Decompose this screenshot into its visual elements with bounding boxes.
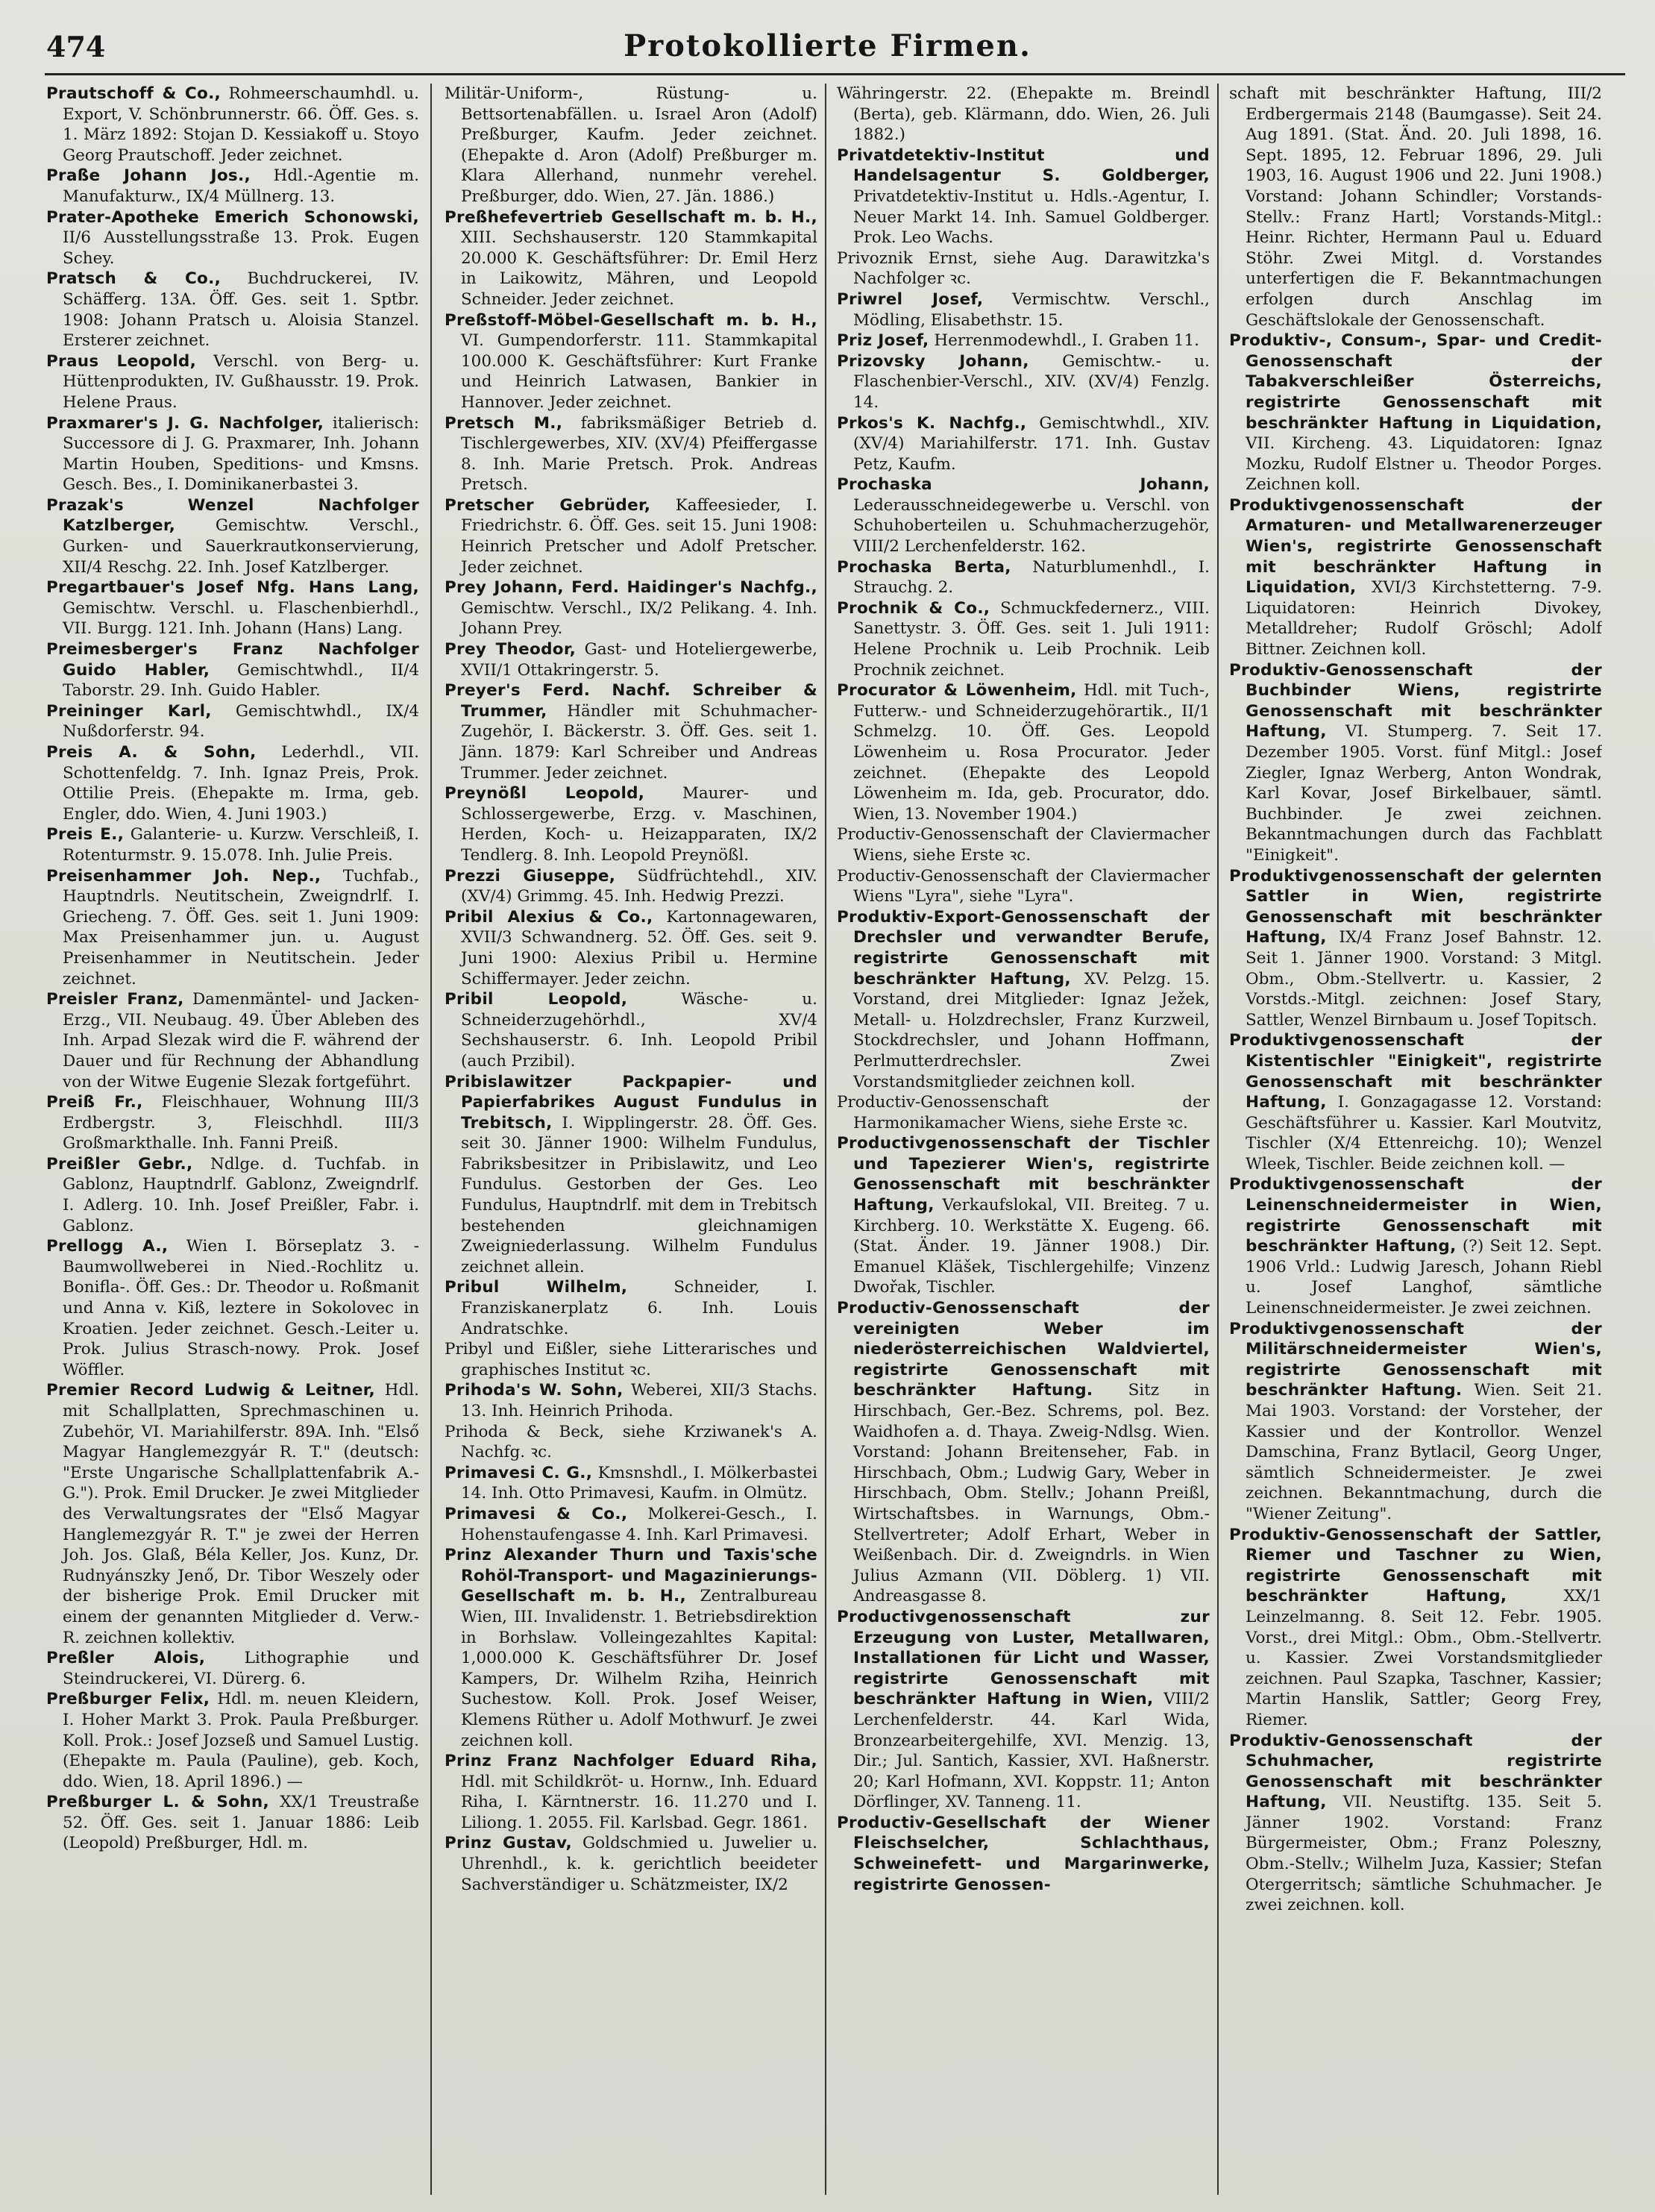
firm-details: Goldschmied u. Juwelier u. Uhrenhdl., k. k. gerichtlich beeideter Sachverständiger u. Schätzmeister, IX/2 (461, 1834, 817, 1894)
directory-entry (445, 1463, 817, 1504)
directory-entry (837, 248, 1210, 289)
directory-entry (837, 289, 1210, 330)
directory-entry (837, 1298, 1210, 1607)
directory-entry (837, 1133, 1210, 1298)
directory-entry (445, 310, 817, 413)
directory-entry (445, 1422, 817, 1463)
firm-name: Prautschoff & Co., (46, 84, 222, 103)
firm-name: Pribislawitzer Packpapier- und Papierfabrikes August Fundulus in Trebitsch, (445, 1072, 817, 1132)
firm-name: Preis A. & Sohn, (46, 743, 257, 762)
firm-details: Ndlge. d. Tuchfab. in Gablonz, Hauptndrlf. Gablonz, Zweigndrlf. I. Adlerg. 10. Inh. Josef Preißler, Fabr. i. Gablonz. (63, 1154, 419, 1235)
directory-entry (1229, 1174, 1602, 1318)
firm-name: Produktiv-Genossenschaft der Sattler, Riemer und Taschner zu Wien, registrirte Genossenschaft mit beschränkter Haftung, (1229, 1525, 1602, 1606)
header-rule (45, 73, 1625, 75)
firm-name: Privatdetektiv-Institut und Handelsagentur S. Goldberger, (837, 145, 1210, 186)
directory-entry (445, 866, 817, 907)
firm-details: Hdl. mit Tuch-, Futterw.- und Schneiderzugehörartik., II/1 Schmelzg. 10. Öff. Ges. Leopold Löwenheim u. Rosa Procurator. Jeder zeichnet. (Ehepakte des Leopold Löwenheim m. Ida, geb. Procurator, ddo. Wien, 13. November 1904.) (853, 681, 1210, 824)
firm-name: Productivgenossenschaft der Tischler und Tapezierer Wien's, registrirte Genossenschaft mit beschränkter Haftung, (837, 1134, 1210, 1215)
directory-entry (445, 1339, 817, 1380)
directory-entry (445, 1380, 817, 1421)
firm-details: XX/1 Leinzelmanng. 8. Seit 12. Febr. 1905. Vorst., drei Mitgl.: Obm., Obm.-Stellvertr. u. Kassier. Zwei Vorstandsmitglieder zeichnen. Paul Szapka, Taschner, Kassier; Martin Hanslik, Sattler; Georg Frey, Riemer. (1246, 1587, 1602, 1729)
firm-name: Preßhefevertrieb Gesellschaft m. b. H., (445, 207, 817, 227)
firm-details: Gemischtwhdl., XIV. (XV/4) Mariahilferstr. 171. Inh. Gustav Petz, Kaufm. (853, 413, 1210, 474)
directory-entry (46, 1236, 419, 1380)
directory-entry (46, 989, 419, 1092)
firm-name: Primavesi & Co., (445, 1504, 628, 1523)
firm-details: Gemischtw.- u. Flaschenbier-Verschl., XIV. (XV/4) Fenzlg. 14. (853, 351, 1210, 412)
firm-details: Schneider, I. Franziskanerplatz 6. Inh. Louis Andratschke. (461, 1278, 817, 1338)
firm-name: Produktiv-Export-Genossenschaft der Drechsler und verwandter Berufe, registrirte Genossenschaft mit beschränkter Haftung, (837, 907, 1210, 988)
firm-name: Prizovsky Johann, (837, 351, 1029, 371)
firm-details: Südfrüchtehdl., XIV. (XV/4) Grimmg. 45. Inh. Hedwig Prezzi. (461, 866, 817, 906)
firm-name: Preßburger L. & Sohn, (46, 1793, 269, 1812)
directory-entry (46, 1792, 419, 1854)
column-divider (430, 84, 432, 2195)
directory-entry (46, 1648, 419, 1689)
firm-name: Praxmarer's J. G. Nachfolger, (46, 413, 324, 433)
firm-details: Verschl. von Berg- u. Hüttenprodukten, IV. Gußhausstr. 19. Prok. Helene Praus. (63, 351, 419, 412)
directory-entry (46, 413, 419, 495)
firm-details: II/6 Ausstellungsstraße 13. Prok. Eugen Schey. (63, 228, 419, 268)
firm-details: IX/4 Franz Josef Bahnstr. 12. Seit 1. Jänner 1900. Vorstand: 3 Mitgl. Obm., Obm.-Stellvertr. u. Kassier, 2 Vorstds.-Mitgl. zeichnen: Josef Stary, Sattler, Wenzel Birnbaum u. Josef Topitsch. (1246, 928, 1602, 1030)
firm-name: Prihoda's W. Sohn, (445, 1381, 624, 1400)
firm-details: XV. Pelzg. 15. Vorstand, drei Mitglieder: Ignaz Ježek, Metall- u. Holzdrechsler, Franz Kurzweil, Stockdrechsler, und Johann Hoffmann, Perlmutterdrechsler. Zwei Vorstandsmitglieder zeichnen koll. (853, 969, 1210, 1091)
directory-entry (46, 1380, 419, 1648)
page-title: Protokollierte Firmen. (624, 28, 1031, 63)
directory-entry (1229, 1731, 1602, 1916)
directory-entry (1229, 1319, 1602, 1525)
directory-entry (837, 598, 1210, 680)
firm-details: Kmsnshdl., I. Mölkerbastei 14. Inh. Otto Primavesi, Kaufm. in Olmütz. (461, 1463, 817, 1503)
firm-details: Zentralbureau Wien, III. Invalidenstr. 1. Betriebsdirektion in Borhslaw. Volleingezahltes Kapital: 1,000.000 K. Geschäftsführer Dr. Josef Kampers, Dr. Wilhelm Rziha, Heinrich Suchestow. Koll. Prok. Josef Weiser, Klemens Rüther u. Adolf Mothwurf. Je zwei zeichnen koll. (461, 1587, 817, 1750)
firm-details: VIII/2 Lerchenfelderstr. 44. Karl Wida, Bronzearbeitergehilfe, XVI. Menzig. 13, Dir.; Jul. Santich, Kassier, XVI. Haßnerstr. 20; Karl Hofmann, XVI. Koppstr. 11; Anton Dörflinger, XV. Tanneng. 11. (853, 1690, 1210, 1812)
firm-name: Produktivgenossenschaft der Kistentischler "Einigkeit", registrirte Genossenschaft mit beschränkter Haftung, (1229, 1031, 1602, 1112)
firm-details: VII. Neustiftg. 135. Seit 5. Jänner 1902. Vorstand: Franz Bürgermeister, Obm.; Franz Poleszny, Obm.-Stellv.; Wilhelm Juza, Kassier; Stefan Otergerritsch; sämtliche Schuhmacher. Je zwei zeichnen. koll. (1246, 1793, 1602, 1915)
firm-name: Preiß Fr., (46, 1093, 143, 1112)
directory-entry (837, 557, 1210, 598)
directory-entry (46, 495, 419, 577)
firm-details: XIII. Sechshauserstr. 120 Stammkapital 20.000 K. Geschäftsführer: Dr. Emil Herz in Laikowitz, Mähren, und Leopold Schneider. Jeder zeichnet. (461, 228, 817, 309)
firm-name: Pribul Wilhelm, (445, 1278, 628, 1297)
firm-details: Galanterie- u. Kurzw. Verschleiß, I. Rotenturmstr. 9. 15.078. Inh. Julie Preis. (63, 825, 419, 865)
firm-name: Prochaska Berta, (837, 557, 1011, 577)
firm-name: Produktiv-Genossenschaft der Schuhmacher, registrirte Genossenschaft mit beschränkter Haftung, (1229, 1731, 1602, 1812)
firm-details: XX/1 Treustraße 52. Öff. Ges. seit 1. Januar 1886: Leib (Leopold) Preßburger, Hdl. m. (63, 1793, 419, 1853)
firm-details: VI. Stumperg. 7. Seit 17. Dezember 1905. Vorst. fünf Mitgl.: Josef Ziegler, Ignaz Werberg, Anton Wondrak, Karl Kovar, Josef Birkelbauer, sämtl. Buchbinder. Je zwei zeichnen. Bekanntmachungen durch das Fachblatt "Einigkeit". (1246, 722, 1602, 865)
firm-details: Buchdruckerei, IV. Schäfferg. 13A. Öff. Ges. seit 1. Sptbr. 1908: Johann Pratsch u. Aloisia Stanzel. Ersterer zeichnet. (63, 269, 419, 351)
directory-entry (837, 330, 1210, 351)
directory-entry (837, 824, 1210, 865)
directory-entry (445, 907, 817, 989)
directory-entry (46, 866, 419, 990)
firm-name: Prey Theodor, (445, 640, 577, 659)
firm-details: schaft mit beschränkter Haftung, III/2 Erdbergermais 2148 (Baumgasse). Seit 24. Aug 1891. (Stat. Änd. 20. Juli 1898, 16. Sept. 1895, 12. Februar 1896, 29. Juli 1903, 16. August 1906 und 22. Juni 1908.) Vorstand: Johann Schindler; Vorstands-Stellv.: Franz Hartl; Vorstands-Mitgl.: Heinr. Richter, Hermann Paul u. Eduard Stöhr. Zwei Mitgl. d. Vorstandes unterfertigen die F. Bekanntmachungen erfolgen durch Anschlag im Geschäftslokale der Genossenschaft. (1229, 84, 1602, 330)
directory-entry (1229, 1030, 1602, 1174)
firm-details: Lithographie und Steindruckerei, VI. Dürerg. 6. (63, 1649, 419, 1688)
directory-entry (1229, 866, 1602, 1031)
firm-name: Primavesi C. G., (445, 1463, 593, 1482)
firm-name: Preisler Franz, (46, 990, 184, 1009)
firm-name: Preininger Karl, (46, 701, 212, 721)
firm-name: Preyer's Ferd. Nachf. Schreiber & Trummer, (445, 681, 817, 721)
directory-entry (1229, 495, 1602, 660)
directory-entry (46, 701, 419, 742)
directory-entry (46, 269, 419, 351)
firm-name: Prinz Franz Nachfolger Eduard Riha, (445, 1752, 817, 1771)
firm-name: Produktiv-, Consum-, Spar- und Credit-Genossenschaft der Tabakverschleißer Österreichs, registrirte Genossenschaft mit beschränkter Haftung in Liquidation, (1229, 331, 1602, 433)
firm-details: Gemischtw. Verschl., Gurken- und Sauerkrautkonservierung, XII/4 Reschg. 22. Inh. Josef Katzlberger. (63, 516, 419, 577)
firm-name: Pribil Leopold, (445, 990, 628, 1009)
directory-entry (445, 1504, 817, 1545)
firm-name: Pratsch & Co., (46, 269, 222, 289)
directory-entry (445, 84, 817, 207)
directory-entry (445, 1751, 817, 1833)
firm-name: Praße Johann Jos., (46, 166, 251, 186)
firm-name: Pribil Alexius & Co., (445, 907, 653, 927)
directory-entry (837, 1813, 1210, 1895)
firm-name: Pretsch M., (445, 413, 563, 433)
firm-name: Pretscher Gebrüder, (445, 495, 651, 515)
firm-details: Tuchfab., Hauptndrls. Neutitschein, Zweigndrlf. I. Griecheng. 7. Öff. Ges. seit 1. Juni 1909: Max Preisenhammer jun. u. August Preisenhammer in Neutitschein. Jeder zeichnet. (63, 866, 419, 988)
firm-details: I. Gonzagagasse 12. Vorstand: Geschäftsführer u. Kassier. Karl Moutvitz, Tischler (X/4 Ettenreichg. 10); Wenzel Wleek, Tischler. Beide zeichnen koll. — (1246, 1093, 1602, 1174)
directory-entry (445, 1277, 817, 1339)
directory-entry (46, 577, 419, 639)
firm-details: Wien. Seit 21. Mai 1903. Vorstand: der Vorsteher, der Kassier und der Kontrollor. Wenzel Damschina, Franz Bytlacil, Georg Unger, sämtlich Schneidermeister. Je zwei zeichnen. Bekanntmachung, durch die "Wiener Zeitung". (1246, 1381, 1602, 1523)
page-number: 474 (46, 30, 106, 63)
firm-name: Priwrel Josef, (837, 289, 984, 309)
firm-details: Pribyl und Eißler, siehe Litterarisches und graphisches Institut ꝛc. (445, 1340, 817, 1379)
firm-name: Preynößl Leopold, (445, 784, 645, 803)
firm-details: Militär-Uniform-, Rüstung- u. Bettsortenabfällen. u. Israel Aron (Adolf) Preßburger, Kaufm. Jeder zeichnet. (Ehepakte d. Aron (Adolf) Preßburger m. Klara Allerhand, nunmehr verehel. Preßburger, ddo. Wien, 27. Jän. 1886.) (445, 84, 817, 206)
column-4 (1229, 84, 1602, 2195)
firm-details: Währingerstr. 22. (Ehepakte m. Breindl (Berta), geb. Klärmann, ddo. Wien, 26. Juli 1882.) (837, 84, 1210, 145)
directory-entry (46, 639, 419, 701)
firm-name: Praus Leopold, (46, 351, 197, 371)
firm-details: Gemischtw. Verschl. u. Flaschenbierhdl., VII. Burgg. 121. Inh. Johann (Hans) Lang. (63, 598, 419, 639)
firm-details: Productiv-Genossenschaft der Harmonikamacher Wiens, siehe Erste ꝛc. (837, 1093, 1210, 1132)
firm-details: Schmuckfedernerz., VIII. Sanettystr. 3. Öff. Ges. seit 1. Juli 1911: Helene Prochnik u. Leib Prochnik. Leib Prochnik zeichnet. (853, 598, 1210, 680)
firm-details: Privoznik Ernst, siehe Aug. Darawitzka's Nachfolger ꝛc. (837, 248, 1210, 289)
firm-name: Preißler Gebr., (46, 1154, 193, 1174)
directory-entry (1229, 330, 1602, 495)
firm-name: Procurator & Löwenheim, (837, 681, 1077, 701)
directory-entry (837, 907, 1210, 1092)
firm-details: Rohmeerschaumhdl. u. Export, V. Schönbrunnerstr. 66. Öff. Ges. s. 1. März 1892: Stojan D. Kessiakoff u. Stoyo Georg Prautschoff. Jeder zeichnet. (63, 84, 419, 165)
directory-entry (1229, 660, 1602, 866)
directory-entry (46, 351, 419, 413)
firm-name: Prater-Apotheke Emerich Schonowski, (46, 207, 419, 227)
firm-name: Produktivgenossenschaft der Armaturen- und Metallwarenerzeuger Wien's, registrirte Genossenschaft mit beschränkter Haftung in Liquidation, (1229, 495, 1602, 598)
column-divider (825, 84, 826, 2195)
firm-name: Preßler Alois, (46, 1649, 206, 1668)
firm-name: Preßburger Felix, (46, 1690, 210, 1709)
firm-details: Fleischhauer, Wohnung III/3 Erdbergstr. 3, Fleischhdl. III/3 Großmarkthalle. Inh. Fanni Preiß. (63, 1093, 419, 1153)
firm-details: Privatdetektiv-Institut u. Hdls.-Agentur, I. Neuer Markt 14. Inh. Samuel Goldberger. Prok. Leo Wachs. (853, 187, 1210, 248)
directory-entry (837, 351, 1210, 413)
directory-entry (445, 413, 817, 495)
directory-entry (46, 1154, 419, 1236)
firm-details: Gemischtwhdl., II/4 Taborstr. 29. Inh. Guido Habler. (63, 660, 419, 701)
column-divider (1217, 84, 1219, 2195)
firm-details: Kaffeesieder, I. Friedrichstr. 6. Öff. Ges. seit 15. Juni 1908: Heinrich Pretscher und Adolf Pretscher. Jeder zeichnet. (461, 495, 817, 577)
firm-name: Premier Record Ludwig & Leitner, (46, 1381, 375, 1400)
directory-entry (837, 680, 1210, 824)
directory-entry (46, 166, 419, 207)
firm-name: Produktiv-Genossenschaft der Buchbinder Wiens, registrirte Genossenschaft mit beschränkter Haftung, (1229, 660, 1602, 742)
directory-entry (445, 680, 817, 783)
firm-name: Prazak's Wenzel Nachfolger Katzlberger, (46, 495, 419, 536)
firm-details: Lederhdl., VII. Schottenfeldg. 7. Inh. Ignaz Preis, Prok. Ottilie Preis. (Ehepakte m. Irma, geb. Engler, ddo. Wien, 4. Juni 1903.) (63, 743, 419, 824)
firm-name: Prinz Gustav, (445, 1834, 573, 1853)
firm-details: Weberei, XII/3 Stachs. 13. Inh. Heinrich Prihoda. (461, 1381, 817, 1420)
directory-entry (837, 413, 1210, 475)
firm-details: Herrenmodewhdl., I. Graben 11. (934, 331, 1199, 351)
firm-details: italierisch: Successore di J. G. Praxmarer, Inh. Johann Martin Houben, Speditions- und Kmsns. Gesch. Bes., I. Dominikanerbastei 3. (63, 413, 419, 495)
firm-details: Gemischtwhdl., IX/4 Nußdorferstr. 94. (63, 701, 419, 742)
directory-entry (46, 824, 419, 865)
firm-details: Maurer- und Schlossergewerbe, Erzg. v. Maschinen, Herden, Koch- u. Heizapparaten, IX/2 Tendlerg. 8. Inh. Leopold Preynößl. (461, 784, 817, 865)
firm-details: Hdl.-Agentie m. Manufakturw., IX/4 Müllnerg. 13. (63, 166, 419, 206)
directory-entry (445, 1545, 817, 1751)
firm-details: Prihoda & Beck, siehe Krziwanek's A. Nachfg. ꝛc. (445, 1422, 817, 1462)
directory-entry (837, 1092, 1210, 1133)
firm-details: Händler mit Schuhmacher-Zugehör, I. Bäckerstr. 3. Öff. Ges. seit 1. Jänn. 1879: Karl Schreiber und Andreas Trummer. Jeder zeichnet. (461, 701, 817, 783)
firm-details: Sitz in Hirschbach, Ger.-Bez. Schrems, pol. Bez. Waidhofen a. d. Thaya. Zweig-Ndlsg. Wien. Vorstand: Johann Breitenseher, Fab. in Hirschbach, Obm.; Ludwig Gary, Weber in Hirschbach, Obm. Stellv.; Johann Preißl, Wirtschaftsbes. in Warnungs, Obm.-Stellvertreter; Adolf Erhart, Weber in Weißenbach. Dir. d. Zweigndrls. in Wien Julius Azmann (VII. Döblerg. 1) VII. Andreasgasse 8. (853, 1381, 1210, 1606)
firm-details: VII. Kircheng. 43. Liquidatoren: Ignaz Mozku, Rudolf Elstner u. Theodor Porges. Zeichnen koll. (1246, 434, 1602, 495)
directory-entry (46, 207, 419, 269)
firm-details: Hdl. mit Schildkröt- u. Hornw., Inh. Eduard Riha, I. Kärntnerstr. 16. 11.270 und I. Liliong. 1. 2055. Fil. Karlsbad. Gegr. 1861. (461, 1772, 817, 1832)
directory-entry (837, 1607, 1210, 1813)
firm-name: Prochnik & Co., (837, 598, 990, 618)
firm-name: Produktivgenossenschaft der Militärschneidermeister Wien's, registrirte Genossenschaft mit beschränkter Haftung. (1229, 1319, 1602, 1400)
firm-details: XVI/3 Kirchstetterng. 7-9. Liquidatoren: Heinrich Divokey, Metalldreher; Rudolf Gröschl; Adolf Bittner. Zeichnen koll. (1246, 578, 1602, 659)
firm-details: Productiv-Genossenschaft der Claviermacher Wiens "Lyra", siehe "Lyra". (837, 866, 1210, 906)
firm-details: Wien I. Börseplatz 3. -Baumwollweberei in Nied.-Rochlitz u. Bonifla-. Öff. Ges.: Dr. Theodor u. Roßmanit und Anna v. Kiß, leztere in Sokolovec in Kroatien. Jeder zeichnet. Gesch.-Leiter u. Prok. Julius Strasch-nowy. Prok. Josef Wöffler. (63, 1237, 419, 1379)
firm-name: Productiv-Genossenschaft der vereinigten Weber im niederösterreichischen Waldviertel, registrirte Genossenschaft mit beschränkter Haftung. (837, 1299, 1210, 1400)
directory-entry (46, 84, 419, 166)
firm-name: Produktivgenossenschaft der gelernten Sattler in Wien, registrirte Genossenschaft mit beschränkter Haftung, (1229, 866, 1602, 947)
firm-details: Vermischtw. Verschl., Mödling, Elisabethstr. 15. (853, 289, 1210, 330)
column-1 (46, 84, 419, 2195)
firm-details: Gast- und Hoteliergewerbe, XVII/1 Ottakringerstr. 5. (461, 640, 817, 680)
directory-entry (445, 577, 817, 639)
firm-name: Prkos's K. Nachfg., (837, 413, 1027, 433)
column-3 (837, 84, 1210, 2195)
directory-entry (445, 495, 817, 577)
firm-details: Lederausschneidegewerbe u. Verschl. von Schuhoberteilen u. Schuhmacherzugehör, VIII/2 Lerchenfelderstr. 162. (853, 495, 1210, 557)
firm-name: Preßstoff-Möbel-Gesellschaft m. b. H., (445, 310, 817, 330)
firm-details: Verkaufslokal, VII. Breiteg. 7 u. Kirchberg. 10. Werkstätte X. Eugeng. 66. (Stat. Änder. 19. Jänner 1908.) Dir. Emanuel Kläšek, Tischlergehilfe; Vinzenz Dwořak, Tischler. (853, 1196, 1210, 1297)
firm-details: Kartonnagewaren, XVII/3 Schwandnerg. 52. Öff. Ges. seit 9. Juni 1900: Alexius Pribil u. Hermine Schiffermayer. Jeder zeichn. (461, 907, 817, 988)
firm-name: Prellogg A., (46, 1237, 169, 1256)
firm-name: Preisenhammer Joh. Nep., (46, 866, 321, 886)
firm-details: Gemischtw. Verschl., IX/2 Pelikang. 4. Inh. Johann Prey. (461, 598, 817, 639)
firm-details: Productiv-Genossenschaft der Claviermacher Wiens, siehe Erste ꝛc. (837, 825, 1210, 865)
firm-name: Prezzi Giuseppe, (445, 866, 616, 886)
firm-details: Wäsche- u. Schneiderzugehörhdl., XV/4 Sechshauserstr. 6. Inh. Leopold Pribil (auch Przibil). (461, 990, 817, 1071)
firm-details: Hdl. m. neuen Kleidern, I. Hoher Markt 3. Prok. Paula Preßburger. Koll. Prok.: Josef Jozseß und Samuel Lustig. (Ehepakte m. Paula (Pauline), geb. Koch, ddo. Wien, 18. April 1896.) — (63, 1690, 419, 1791)
firm-name: Productivgenossenschaft zur Erzeugung von Luster, Metallwaren, Installationen für Licht und Wasser, registrirte Genossenschaft mit beschränkter Haftung in Wien, (837, 1607, 1210, 1709)
firm-name: Productiv-Gesellschaft der Wiener Fleischselcher, Schlachthaus, Schweinefett- und Margarinwerke, registrirte Genossen- (837, 1813, 1210, 1894)
firm-details: Naturblumenhdl., I. Strauchg. 2. (853, 557, 1210, 598)
column-2 (445, 84, 817, 2195)
directory-entry (837, 474, 1210, 557)
directory-entry (837, 145, 1210, 248)
directory-entry (46, 1689, 419, 1792)
firm-details: Damenmäntel- und Jacken-Erzg., VII. Neubaug. 49. Über Ableben des Inh. Arpad Slezak wird die F. während der Dauer und für Rechnung der Abhandlung von der Witwe Eugenie Slezak fortgeführt. (63, 990, 419, 1091)
directory-entry (1229, 84, 1602, 330)
directory-entry (445, 783, 817, 865)
directory-entry (445, 639, 817, 680)
firm-name: Prochaska Johann, (837, 475, 1210, 495)
firm-name: Preis E., (46, 825, 125, 845)
firm-name: Prey Johann, Ferd. Haidinger's Nachfg., (445, 578, 817, 598)
firm-details: Molkerei-Gesch., I. Hohenstaufengasse 4. Inh. Karl Primavesi. (461, 1504, 817, 1544)
firm-details: I. Wipplingerstr. 28. Öff. Ges. seit 30. Jänner 1900: Wilhelm Fundulus, Fabriksbesitzer in Pribislawitz, und Leo Fundulus. Gestorben der Ges. Leo Fundulus, Hauptndrlf. mit dem in Trebitsch bestehenden gleichnamigen Zweigniederlassung. Wilhelm Fundulus zeichnet allein. (461, 1113, 817, 1276)
firm-details: Hdl. mit Schallplatten, Sprechmaschinen u. Zubehör, VI. Mariahilferstr. 89A. Inh. "Első Magyar Hanglemezgyár R. T." (deutsch: "Erste Ungarische Schallplattenfabrik A.-G."). Prok. Emil Drucker. Je zwei Mitglieder des Verwaltungsrates der "Első Magyar Hanglemezgyár R. T." je zwei der Herren Joh. Jos. Glaß, Béla Keller, Jos. Kunz, Dr. Rudnyánszky Jenő, Dr. Tibor Weszely oder der bisherige Prok. Emil Drucker mit einem der genannten Mitglieder d. Verw.-R. zeichnen kollektiv. (63, 1381, 419, 1647)
directory-entry (445, 207, 817, 310)
directory-entry (837, 866, 1210, 907)
firm-details: fabriksmäßiger Betrieb d. Tischlergewerbes, XIV. (XV/4) Pfeiffergasse 8. Inh. Marie Pretsch. Prok. Andreas Pretsch. (461, 413, 817, 495)
directory-entry (837, 84, 1210, 145)
firm-details: (?) Seit 12. Sept. 1906 Vrld.: Ludwig Jaresch, Johann Riebl u. Josef Langhof, sämtliche Leinenschneidermeister. Je zwei zeichnen. (1246, 1237, 1602, 1318)
directory-entry (445, 1072, 817, 1278)
directory-entry (445, 989, 817, 1071)
firm-name: Preimesberger's Franz Nachfolger Guido Habler, (46, 640, 419, 680)
directory-entry (46, 742, 419, 824)
directory-entry (445, 1833, 817, 1895)
firm-name: Produktivgenossenschaft der Leinenschneidermeister in Wien, registrirte Genossenschaft mit beschränkter Haftung, (1229, 1175, 1602, 1256)
firm-name: Priz Josef, (837, 331, 929, 351)
directory-entry (46, 1092, 419, 1154)
firm-name: Prinz Alexander Thurn und Taxis'sche Rohöl-Transport- und Magazinierungs-Gesellschaft m. b. H., (445, 1546, 817, 1606)
directory-entry (1229, 1525, 1602, 1731)
firm-details: VI. Gumpendorferstr. 111. Stammkapital 100.000 K. Geschäftsführer: Kurt Franke und Heinrich Latwasen, Bankier in Hannover. Jeder zeichnet. (461, 331, 817, 412)
firm-name: Pregartbauer's Josef Nfg. Hans Lang, (46, 578, 419, 598)
